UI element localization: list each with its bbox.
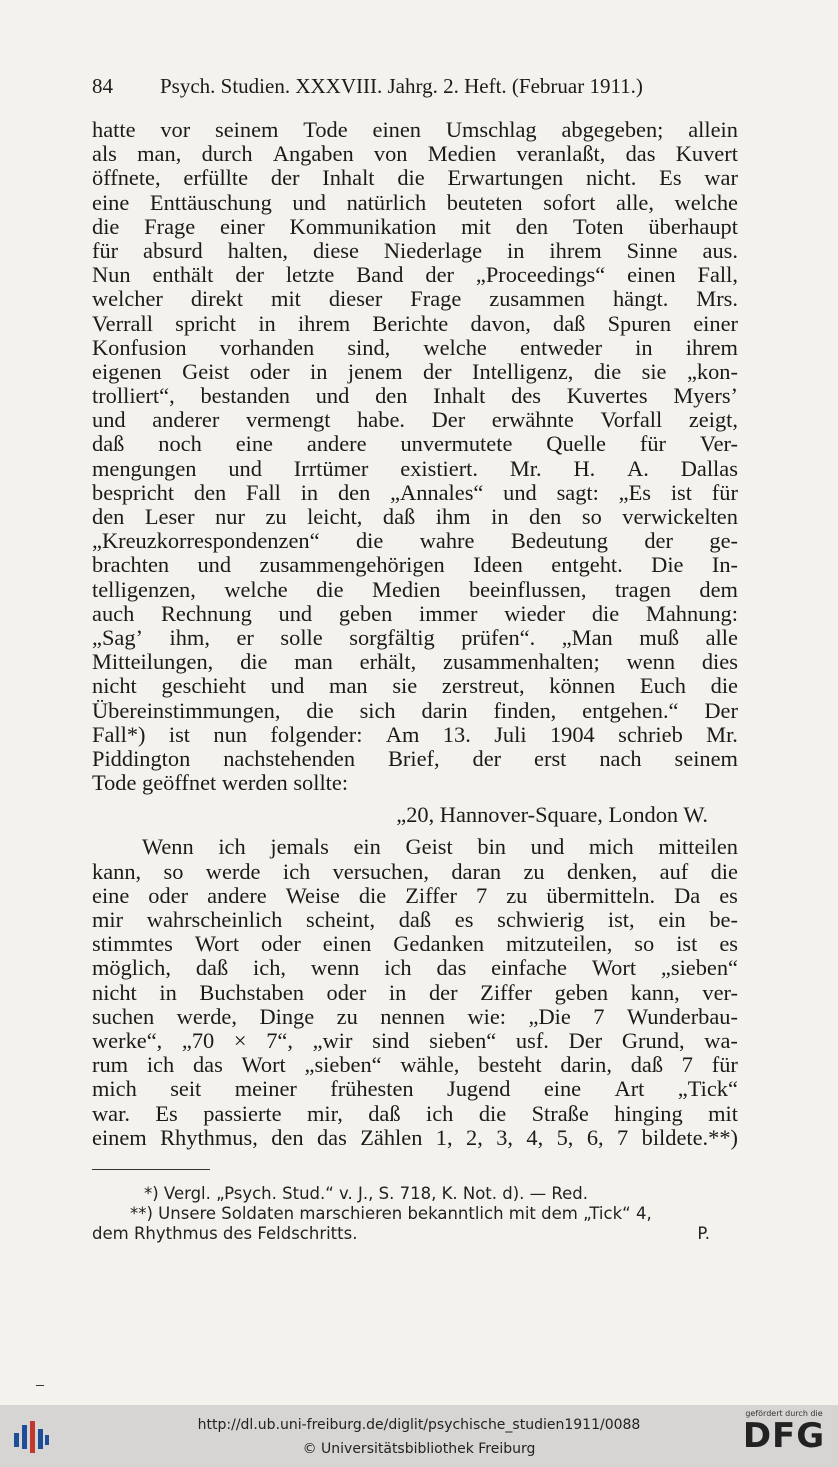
- text-line: welcher direkt mit dieser Frage zusammen hängt. Mrs.: [92, 286, 738, 312]
- text-line: eine Enttäuschung und natürlich beuteten sofort alle, welche: [92, 189, 738, 215]
- body-paragraph: [92, 118, 738, 795]
- dfg-caption: gefördert durch die: [745, 1409, 823, 1418]
- text-line: Nun enthält der letzte Band der „Proceedings“ einen Fall,: [92, 262, 738, 288]
- running-title: Psych. Studien. XXXVIII. Jahrg. 2. Heft. (Februar 1911.): [160, 74, 643, 98]
- text-line: Konfusion vorhanden sind, welche entweder in ihrem: [92, 334, 738, 360]
- text-line: mich seit meiner frühesten Jugend eine Art „Tick“: [92, 1076, 738, 1102]
- text-line: suchen werde, Dinge zu nennen wie: „Die 7 Wunderbau-: [92, 1003, 738, 1029]
- text-line: Wenn ich jemals ein Geist bin und mich mitteilen: [142, 834, 738, 860]
- text-line: und anderer vermengt habe. Der erwähnte Vorfall zeigt,: [92, 407, 738, 433]
- text-line: auch Rechnung und geben immer wieder die Mahnung:: [92, 600, 738, 626]
- text-line: war. Es passierte mir, daß ich die Straße hinging mit: [92, 1100, 738, 1126]
- letter-address: „20, Hannover-Square, London W.: [396, 802, 708, 828]
- page-number: 84: [92, 74, 113, 98]
- text-line: möglich, daß ich, wenn ich das einfache Wort „sieben“: [92, 955, 738, 981]
- text-line: eine oder andere Weise die Ziffer 7 zu übermitteln. Da es: [92, 882, 738, 908]
- text-line: nicht in Buchstaben oder in der Ziffer geben kann, ver-: [92, 979, 738, 1005]
- running-header: [92, 74, 742, 99]
- text-line: rum ich das Wort „sieben“ wähle, besteht darin, daß 7 für: [92, 1052, 738, 1078]
- text-line: als man, durch Angaben von Medien veranlaßt, das Kuvert: [92, 141, 738, 167]
- text-line: Fall*) ist nun folgender: Am 13. Juli 1904 schrieb Mr.: [92, 721, 738, 747]
- text-line: Mitteilungen, die man erhält, zusammenhalten; wenn dies: [92, 649, 738, 675]
- text-line: Verrall spricht in ihrem Berichte davon, daß Spuren einer: [92, 310, 738, 336]
- text-line: eigenen Geist oder in jenem der Intelligenz, die sie „kon-: [92, 358, 738, 384]
- text-line: nicht geschieht und man sie zerstreut, können Euch die: [92, 673, 738, 699]
- text-line: „Kreuzkorrespondenzen“ die wahre Bedeutung der ge-: [92, 528, 738, 554]
- text-line: die Frage einer Kommunikation mit den Toten überhaupt: [92, 213, 738, 239]
- footnotes: [92, 1184, 738, 1244]
- text-line: mir wahrscheinlich scheint, daß es schwierig ist, ein be-: [92, 907, 738, 932]
- text-line: Übereinstimmungen, die sich darin finden, entgehen.“ Der: [92, 697, 738, 723]
- text-line: „Sag’ ihm, er solle sorgfältig prüfen“. „Man muß alle: [92, 624, 738, 650]
- text-line: Piddington nachstehenden Brief, der erst nach seinem: [92, 745, 738, 771]
- margin-mark: [36, 1385, 44, 1386]
- dfg-wordmark: DFG: [742, 1416, 826, 1456]
- text-line: stimmtes Wort oder einen Gedanken mitzuteilen, so ist es: [92, 931, 738, 957]
- digitization-footer: [0, 1405, 838, 1467]
- text-line: mengungen und Irrtümer existiert. Mr. H. A. Dallas: [92, 455, 738, 481]
- footnote-1: *) Vergl. „Psych. Stud.“ v. J., S. 718, K. Not. d). — Red.: [144, 1184, 589, 1203]
- dfg-logo: [738, 1409, 830, 1465]
- text-line: kann, so werde ich versuchen, daran zu denken, auf die: [92, 858, 738, 884]
- footnote-2: **) Unsere Soldaten marschieren bekanntlich mit dem „Tick“ 4,: [130, 1204, 652, 1223]
- text-line: daß noch eine andere unvermutete Quelle für Ver-: [92, 431, 738, 457]
- footnote-2-text: dem Rhythmus des Feldschritts.: [92, 1224, 358, 1243]
- text-line: telligenzen, welche die Medien beeinflussen, tragen dem: [92, 576, 738, 602]
- text-line: einem Rhythmus, den das Zählen 1, 2, 3, 4, 5, 6, 7 bildete.**): [92, 1124, 738, 1150]
- text-line: öffnete, erfüllte der Inhalt die Erwartungen nicht. Es war: [92, 165, 738, 191]
- text-line: werke“, „70 × 7“, „wir sind sieben“ usf. Der Grund, wa-: [92, 1027, 738, 1053]
- letter-paragraph: [92, 835, 738, 1149]
- text-line: trolliert“, bestanden und den Inhalt des Kuvertes Myers’: [92, 383, 738, 409]
- text-line: Tode geöffnet werden sollte:: [92, 770, 349, 796]
- text-line: brachten und zusammengehörigen Ideen entgeht. Die In-: [92, 552, 738, 578]
- text-line: bespricht den Fall in den „Annales“ und sagt: „Es ist für: [92, 479, 738, 505]
- footnote-rule: [92, 1169, 210, 1170]
- copyright-notice: © Universitätsbibliothek Freiburg: [302, 1441, 536, 1457]
- text-line: den Leser nur zu leicht, daß ihm in den so verwickelten: [92, 504, 738, 529]
- source-url-link[interactable]: http://dl.ub.uni-freiburg.de/diglit/psychische_studien1911/0088: [197, 1417, 641, 1433]
- footnote-signature: P.: [697, 1224, 710, 1243]
- text-line: für absurd halten, diese Niederlage in ihrem Sinne aus.: [92, 237, 738, 263]
- text-line: hatte vor seinem Tode einen Umschlag abgegeben; allein: [92, 117, 738, 142]
- main-text: [92, 118, 738, 1150]
- footnote-2-continued: [92, 1224, 738, 1244]
